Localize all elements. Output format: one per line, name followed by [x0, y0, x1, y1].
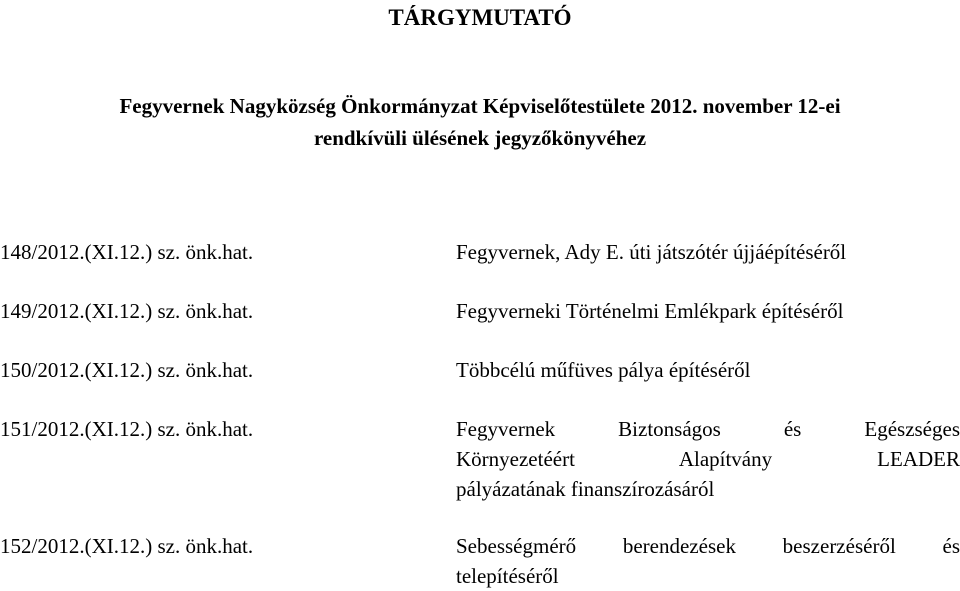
resolution-description [456, 355, 960, 385]
resolution-description [456, 296, 960, 326]
resolution-description [456, 531, 960, 591]
description-line: telepítéséről [456, 564, 559, 588]
description-line: pályázatának finanszírozásáról [456, 477, 715, 501]
subtitle-line: Fegyvernek Nagyközség Önkormányzat Képviselőtestülete 2012. november 12-ei [119, 94, 841, 118]
resolution-description [456, 237, 960, 267]
description-line: Többcélú műfüves pálya építéséről [456, 358, 751, 382]
description-line: Sebességmérő berendezések beszerzéséről és [456, 534, 960, 558]
description-line: Fegyverneki Történelmi Emlékpark építéséről [456, 299, 844, 323]
resolution-number: 149/2012.(XI.12.) sz. önk.hat. [0, 299, 254, 323]
resolution-number: 150/2012.(XI.12.) sz. önk.hat. [0, 358, 254, 382]
description-line: Környezetéért Alapítvány LEADER [456, 447, 960, 471]
document-subtitle [0, 90, 960, 154]
description-line: Fegyvernek Biztonságos és Egészséges [456, 417, 960, 441]
description-line: Fegyvernek, Ady E. úti játszótér újjáépítéséről [456, 240, 847, 264]
resolution-number: 152/2012.(XI.12.) sz. önk.hat. [0, 534, 254, 558]
resolution-description [456, 414, 960, 504]
resolution-number: 151/2012.(XI.12.) sz. önk.hat. [0, 417, 254, 441]
page-title: TÁRGYMUTATÓ [388, 5, 572, 30]
subtitle-line: rendkívüli ülésének jegyzőkönyvéhez [313, 126, 647, 150]
resolution-number: 148/2012.(XI.12.) sz. önk.hat. [0, 240, 254, 264]
